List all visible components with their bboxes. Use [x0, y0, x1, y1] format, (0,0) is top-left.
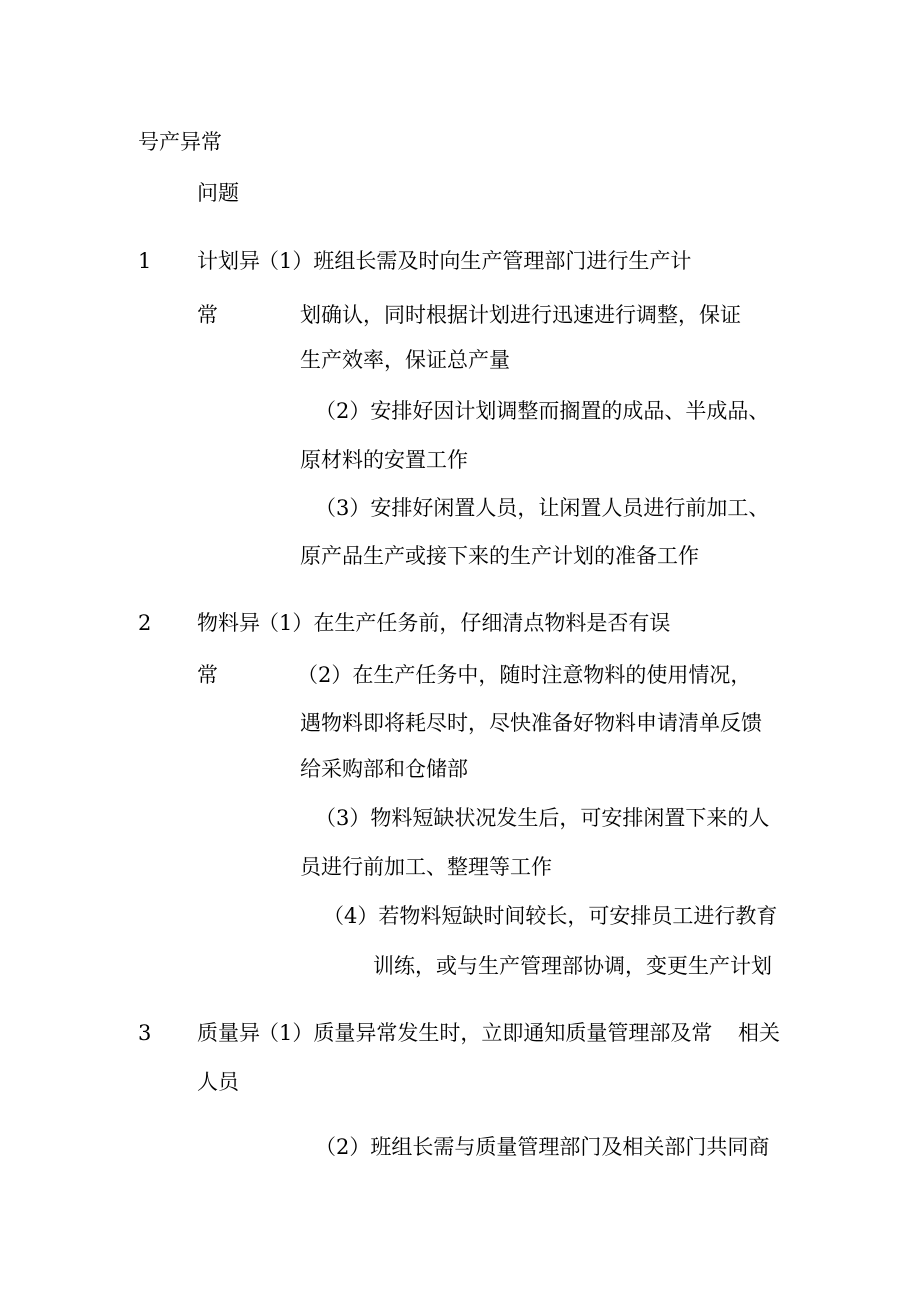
row-category: 质量异 [197, 1021, 260, 1045]
row-content-line: （2）班组长需与质量管理部门及相关部门共同商 [315, 1135, 770, 1159]
row-content-line: 给采购部和仓储部 [300, 757, 468, 781]
row-content-line: （1）质量异常发生时，立即通知质量管理部及常 [258, 1021, 713, 1045]
row-content-line: 划确认，同时根据计划进行迅速进行调整，保证 [300, 303, 741, 327]
row-content-line: （2）安排好因计划调整而搁置的成品、半成品、 [315, 399, 770, 423]
row-content-line: 生产效率，保证总产量 [300, 348, 510, 372]
row-content-line: 原材料的安置工作 [300, 448, 468, 472]
row-content-line: 遇物料即将耗尽时，尽快准备好物料申请清单反馈 [300, 711, 762, 735]
row-number: 3 [138, 1021, 152, 1045]
row-content-line: （3）安排好闲置人员，让闲置人员进行前加工、 [315, 496, 770, 520]
row-content-line: 人员 [197, 1070, 239, 1094]
row-content-line: 训练，或与生产管理部协调，变更生产计划 [373, 954, 772, 978]
column-header-prefix: 号产异常 [138, 130, 222, 154]
row-category-continued: 常 [197, 663, 218, 687]
row-content-line: 原产品生产或接下来的生产计划的准备工作 [300, 544, 699, 568]
row-content-line: （4）若物料短缺时间较长，可安排员工进行教育 [323, 904, 778, 928]
row-content-line: 相关 [738, 1021, 780, 1045]
row-content-line: 员进行前加工、整理等工作 [300, 855, 552, 879]
row-number: 1 [138, 249, 152, 273]
row-number: 2 [138, 611, 152, 635]
row-content-line: （2）在生产任务中，随时注意物料的使用情况， [297, 663, 752, 687]
row-category: 计划异 [197, 249, 260, 273]
row-category-continued: 常 [197, 303, 218, 327]
row-category: 物料异 [197, 611, 260, 635]
row-content-line: （1）在生产任务前，仔细清点物料是否有误 [258, 611, 671, 635]
row-content-line: （3）物料短缺状况发生后，可安排闲置下来的人 [315, 806, 770, 830]
row-content-line: （1）班组长需及时向生产管理部门进行生产计 [258, 249, 692, 273]
column-header-issue: 问题 [197, 181, 239, 205]
